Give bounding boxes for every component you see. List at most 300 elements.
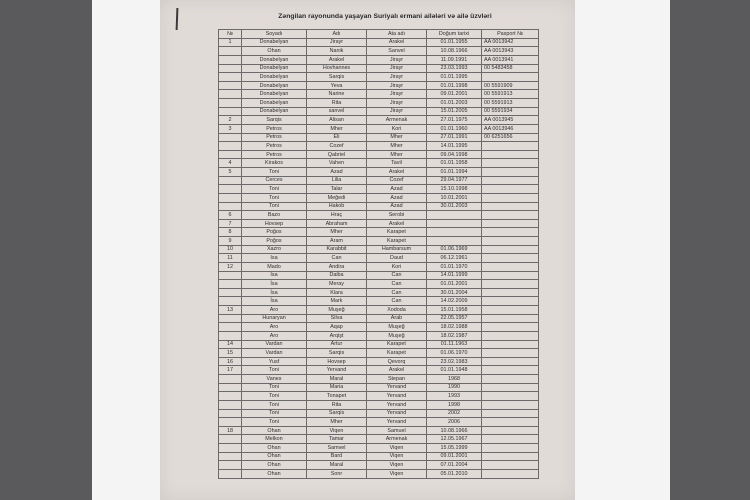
cell-father-name: Viqen xyxy=(367,452,427,461)
cell-father-name: Stepan xyxy=(367,375,427,384)
cell-first-name: Lilia xyxy=(307,176,367,185)
cell-first-name: Maral xyxy=(307,461,367,470)
cell-row-number xyxy=(219,418,242,427)
cell-passport-number xyxy=(482,314,539,323)
cell-surname: Ohan xyxy=(242,426,307,435)
cell-birth-date: 01.01.2001 xyxy=(427,280,482,289)
cell-birth-date: 15.01.2005 xyxy=(427,107,482,116)
cell-row-number xyxy=(219,81,242,90)
cell-passport-number xyxy=(482,245,539,254)
cell-first-name: Arqişt xyxy=(307,331,367,340)
cell-surname: Ohan xyxy=(242,444,307,453)
cell-first-name: Nanik xyxy=(307,47,367,56)
cell-row-number: 15 xyxy=(219,349,242,358)
cell-birth-date: 01.01.1995 xyxy=(427,73,482,82)
cell-passport-number xyxy=(482,185,539,194)
cell-row-number: 3 xyxy=(219,124,242,133)
cell-first-name: Meray xyxy=(307,280,367,289)
cell-passport-number xyxy=(482,366,539,375)
cell-surname: Donabelyan xyxy=(242,55,307,64)
cell-birth-date: 01.01.1948 xyxy=(427,366,482,375)
cell-father-name: Jirayr xyxy=(367,81,427,90)
cell-birth-date: 14.01.1999 xyxy=(427,271,482,280)
table-row xyxy=(219,426,539,435)
table-row xyxy=(219,469,539,478)
table-row xyxy=(219,314,539,323)
cell-birth-date: 01.06.1969 xyxy=(427,245,482,254)
cell-first-name: Klara xyxy=(307,288,367,297)
cell-father-name: Tavil xyxy=(367,159,427,168)
cell-row-number: 9 xyxy=(219,237,242,246)
table-row xyxy=(219,400,539,409)
cell-row-number: 12 xyxy=(219,262,242,271)
cell-surname: Donabelyan xyxy=(242,38,307,47)
cell-birth-date: 01.06.1970 xyxy=(427,349,482,358)
cell-passport-number xyxy=(482,288,539,297)
cell-surname: Mado xyxy=(242,262,307,271)
cell-birth-date: 30.01.2004 xyxy=(427,288,482,297)
cell-first-name: Artur xyxy=(307,340,367,349)
cell-surname: Ohan xyxy=(242,469,307,478)
cell-father-name: Yervand xyxy=(367,392,427,401)
cell-passport-number xyxy=(482,150,539,159)
cell-surname: Toni xyxy=(242,193,307,202)
cell-row-number xyxy=(219,461,242,470)
cell-surname: Vanes xyxy=(242,375,307,384)
cell-first-name: Sarqis xyxy=(307,349,367,358)
cell-row-number: 14 xyxy=(219,340,242,349)
table-row xyxy=(219,124,539,133)
cell-passport-number xyxy=(482,383,539,392)
cell-passport-number xyxy=(482,323,539,332)
cell-father-name: Arab xyxy=(367,314,427,323)
cell-birth-date: 01.01.1955 xyxy=(427,38,482,47)
cell-row-number: 18 xyxy=(219,426,242,435)
cell-first-name: Can xyxy=(307,254,367,263)
cell-passport-number: 00 5483458 xyxy=(482,64,539,73)
cell-surname: Donabelyan xyxy=(242,73,307,82)
cell-surname: Donabelyan xyxy=(242,107,307,116)
cell-surname: Petros xyxy=(242,124,307,133)
cell-surname: Poğos xyxy=(242,228,307,237)
cell-row-number: 17 xyxy=(219,366,242,375)
cell-surname: Toni xyxy=(242,383,307,392)
cell-father-name: Muşeğ xyxy=(367,323,427,332)
cell-father-name: Armenak xyxy=(367,116,427,125)
cell-passport-number: AA 0013946 xyxy=(482,124,539,133)
cell-birth-date: 1968 xyxy=(427,375,482,384)
cell-surname: Vardan xyxy=(242,349,307,358)
table-row xyxy=(219,142,539,151)
table-row xyxy=(219,288,539,297)
cell-row-number: 2 xyxy=(219,116,242,125)
cell-birth-date: 15.05.1999 xyxy=(427,444,482,453)
cell-surname: Sarqis xyxy=(242,116,307,125)
table-row xyxy=(219,452,539,461)
cell-passport-number xyxy=(482,469,539,478)
cell-surname: Petros xyxy=(242,133,307,142)
table-row xyxy=(219,349,539,358)
cell-surname: Vardan xyxy=(242,340,307,349)
cell-passport-number: AA 0013943 xyxy=(482,47,539,56)
cell-row-number xyxy=(219,280,242,289)
cell-father-name: Can xyxy=(367,280,427,289)
cell-surname: Petros xyxy=(242,142,307,151)
cell-birth-date: 01.11.1963 xyxy=(427,340,482,349)
cell-birth-date: 05.01.2010 xyxy=(427,469,482,478)
cell-first-name: Yervand xyxy=(307,366,367,375)
cell-father-name: Mher xyxy=(367,150,427,159)
cell-first-name: Maral xyxy=(307,375,367,384)
table-row xyxy=(219,38,539,47)
cell-row-number xyxy=(219,90,242,99)
table-row xyxy=(219,306,539,315)
cell-first-name: Mark xyxy=(307,297,367,306)
cell-birth-date: 1998 xyxy=(427,400,482,409)
cell-surname: İsa xyxy=(242,297,307,306)
cell-row-number xyxy=(219,444,242,453)
cell-birth-date: 27.01.1991 xyxy=(427,133,482,142)
cell-passport-number xyxy=(482,271,539,280)
cell-first-name: Abraham xyxy=(307,219,367,228)
cell-surname: Hovsep xyxy=(242,219,307,228)
cell-birth-date: 12.05.1967 xyxy=(427,435,482,444)
cell-first-name: Arakel xyxy=(307,55,367,64)
cell-surname: Toni xyxy=(242,418,307,427)
cell-father-name: Viqen xyxy=(367,469,427,478)
cell-father-name: Jirayr xyxy=(367,99,427,108)
table-row xyxy=(219,107,539,116)
cell-first-name: Aram xyxy=(307,237,367,246)
cell-first-name: Maria xyxy=(307,383,367,392)
cell-passport-number xyxy=(482,340,539,349)
cell-row-number xyxy=(219,185,242,194)
cell-surname: Melkon xyxy=(242,435,307,444)
cell-father-name: Mher xyxy=(367,133,427,142)
table-row xyxy=(219,375,539,384)
table-row xyxy=(219,159,539,168)
cell-birth-date: 18.02.1988 xyxy=(427,323,482,332)
cell-row-number xyxy=(219,176,242,185)
cell-birth-date: 14.02.2009 xyxy=(427,297,482,306)
cell-passport-number xyxy=(482,254,539,263)
cell-birth-date: 01.01.2003 xyxy=(427,99,482,108)
table-row xyxy=(219,323,539,332)
cell-passport-number xyxy=(482,219,539,228)
cell-passport-number xyxy=(482,237,539,246)
cell-father-name: Can xyxy=(367,288,427,297)
table-row xyxy=(219,168,539,177)
cell-birth-date: 09.01.2001 xyxy=(427,452,482,461)
table-row xyxy=(219,99,539,108)
cell-first-name: Tamar xyxy=(307,435,367,444)
cell-passport-number xyxy=(482,306,539,315)
cell-first-name: Yeva xyxy=(307,81,367,90)
cell-passport-number xyxy=(482,228,539,237)
cell-passport-number xyxy=(482,280,539,289)
cell-father-name: Viqen xyxy=(367,461,427,470)
table-row xyxy=(219,73,539,82)
cell-surname: Cerces xyxy=(242,176,307,185)
cell-surname: Toni xyxy=(242,185,307,194)
cell-birth-date: 27.01.1975 xyxy=(427,116,482,125)
cell-father-name: Kori xyxy=(367,124,427,133)
cell-passport-number xyxy=(482,426,539,435)
cell-row-number xyxy=(219,297,242,306)
cell-row-number: 5 xyxy=(219,168,242,177)
cell-row-number: 10 xyxy=(219,245,242,254)
cell-row-number xyxy=(219,383,242,392)
cell-birth-date: 06.12.1961 xyxy=(427,254,482,263)
cell-first-name: Vahen xyxy=(307,159,367,168)
cell-birth-date: 10.08.1966 xyxy=(427,47,482,56)
cell-passport-number xyxy=(482,444,539,453)
cell-passport-number xyxy=(482,409,539,418)
cell-father-name: Jirayr xyxy=(367,90,427,99)
cell-passport-number xyxy=(482,461,539,470)
cell-surname: Ohan xyxy=(242,452,307,461)
cell-first-name: Mher xyxy=(307,228,367,237)
cell-first-name: Hovsep xyxy=(307,357,367,366)
cell-passport-number: AA 0013942 xyxy=(482,38,539,47)
cell-surname: Aro xyxy=(242,323,307,332)
cell-row-number: 1 xyxy=(219,38,242,47)
cell-surname: İsa xyxy=(242,271,307,280)
cell-row-number: 13 xyxy=(219,306,242,315)
cell-birth-date: 09.04.1998 xyxy=(427,150,482,159)
table-row xyxy=(219,90,539,99)
cell-father-name: Azad xyxy=(367,202,427,211)
registry-table xyxy=(218,29,539,479)
cell-birth-date: 1993 xyxy=(427,392,482,401)
cell-father-name: Samuel xyxy=(367,426,427,435)
cell-row-number xyxy=(219,435,242,444)
cell-birth-date: 2002 xyxy=(427,409,482,418)
table-row xyxy=(219,202,539,211)
cell-surname: İsa xyxy=(242,280,307,289)
cell-birth-date: 07.01.2004 xyxy=(427,461,482,470)
cell-first-name: Rita xyxy=(307,400,367,409)
cell-passport-number xyxy=(482,349,539,358)
cell-birth-date: 18.02.1987 xyxy=(427,331,482,340)
cell-father-name: Daud xyxy=(367,254,427,263)
table-row xyxy=(219,262,539,271)
cell-passport-number xyxy=(482,392,539,401)
cell-birth-date: 23.02.1983 xyxy=(427,357,482,366)
cell-surname: Toni xyxy=(242,168,307,177)
cell-father-name: Yervand xyxy=(367,400,427,409)
cell-surname: Toni xyxy=(242,392,307,401)
cell-first-name: Mher xyxy=(307,124,367,133)
cell-passport-number xyxy=(482,262,539,271)
column-header-first-name: Adı xyxy=(307,30,367,39)
cell-father-name: Armenak xyxy=(367,435,427,444)
cell-row-number xyxy=(219,400,242,409)
cell-first-name: Sarqis xyxy=(307,73,367,82)
cell-first-name: Bard xyxy=(307,452,367,461)
cell-first-name: Talar xyxy=(307,185,367,194)
cell-row-number xyxy=(219,288,242,297)
cell-surname: Hunaryan xyxy=(242,314,307,323)
table-row xyxy=(219,219,539,228)
cell-father-name: Arakel xyxy=(367,168,427,177)
cell-father-name: Serobi xyxy=(367,211,427,220)
cell-first-name: Muşeğ xyxy=(307,306,367,315)
document-title: Zəngilan rayonunda yaşayan Suriyalı ermani ailələri və ailə üzvləri xyxy=(278,13,492,20)
table-row xyxy=(219,409,539,418)
cell-passport-number xyxy=(482,142,539,151)
table-row xyxy=(219,280,539,289)
cell-first-name: Silva xyxy=(307,314,367,323)
cell-father-name: Karapet xyxy=(367,237,427,246)
cell-first-name: Jirayr xyxy=(307,38,367,47)
table-row xyxy=(219,133,539,142)
cell-first-name: Hraç xyxy=(307,211,367,220)
cell-birth-date: 15.10.1998 xyxy=(427,185,482,194)
cell-row-number xyxy=(219,193,242,202)
cell-surname: Toni xyxy=(242,409,307,418)
table-row xyxy=(219,116,539,125)
cell-passport-number: 00 5591934 xyxy=(482,107,539,116)
cell-first-name: Mher xyxy=(307,418,367,427)
cell-row-number xyxy=(219,73,242,82)
cell-birth-date xyxy=(427,211,482,220)
cell-birth-date: 01.01.1958 xyxy=(427,159,482,168)
column-header-surname: Soyadı xyxy=(242,30,307,39)
cell-surname: Donabelyan xyxy=(242,64,307,73)
cell-row-number xyxy=(219,409,242,418)
cell-father-name: Jirayr xyxy=(367,107,427,116)
cell-father-name: Arakel xyxy=(367,38,427,47)
cell-passport-number xyxy=(482,168,539,177)
cell-passport-number xyxy=(482,159,539,168)
cell-father-name: Muşeğ xyxy=(367,331,427,340)
cell-father-name: Azad xyxy=(367,185,427,194)
cell-passport-number: 00 5591909 xyxy=(482,81,539,90)
table-row xyxy=(219,418,539,427)
table-row xyxy=(219,185,539,194)
cell-row-number: 6 xyxy=(219,211,242,220)
cell-father-name: Jirayr xyxy=(367,55,427,64)
cell-surname: Ohan xyxy=(242,461,307,470)
cell-surname: Bazo xyxy=(242,211,307,220)
cell-surname: Xazro xyxy=(242,245,307,254)
cell-passport-number: 00 6251656 xyxy=(482,133,539,142)
table-row xyxy=(219,357,539,366)
cell-father-name: Yervand xyxy=(367,418,427,427)
table-row xyxy=(219,340,539,349)
cell-father-name: Hambarsum xyxy=(367,245,427,254)
cell-father-name: Yervand xyxy=(367,409,427,418)
cell-row-number xyxy=(219,323,242,332)
cell-passport-number xyxy=(482,435,539,444)
cell-father-name: Karapet xyxy=(367,340,427,349)
cell-passport-number xyxy=(482,357,539,366)
table-row xyxy=(219,81,539,90)
cell-passport-number xyxy=(482,211,539,220)
cell-father-name: Can xyxy=(367,271,427,280)
cell-row-number xyxy=(219,55,242,64)
table-row xyxy=(219,228,539,237)
cell-row-number: 8 xyxy=(219,228,242,237)
cell-first-name: Meğedi xyxy=(307,193,367,202)
table-row xyxy=(219,150,539,159)
cell-first-name: Eli xyxy=(307,133,367,142)
cell-birth-date: 01.01.1994 xyxy=(427,168,482,177)
cell-surname: Toni xyxy=(242,366,307,375)
table-row xyxy=(219,254,539,263)
table-row xyxy=(219,297,539,306)
cell-row-number xyxy=(219,392,242,401)
table-row xyxy=(219,383,539,392)
cell-surname: Toni xyxy=(242,400,307,409)
table-body xyxy=(219,38,539,478)
table-row xyxy=(219,193,539,202)
cell-surname: Aro xyxy=(242,331,307,340)
cell-first-name: Karabbit xyxy=(307,245,367,254)
cell-birth-date: 30.01.2003 xyxy=(427,202,482,211)
cell-passport-number xyxy=(482,73,539,82)
cell-passport-number xyxy=(482,452,539,461)
table-row xyxy=(219,245,539,254)
cell-birth-date: 10.08.1966 xyxy=(427,426,482,435)
table-row xyxy=(219,55,539,64)
cell-passport-number xyxy=(482,400,539,409)
cell-birth-date: 1990 xyxy=(427,383,482,392)
cell-first-name: Andira xyxy=(307,262,367,271)
cell-passport-number xyxy=(482,193,539,202)
cell-first-name: sanvel xyxy=(307,107,367,116)
cell-first-name: Rita xyxy=(307,99,367,108)
cell-row-number xyxy=(219,47,242,56)
cell-passport-number xyxy=(482,418,539,427)
cell-birth-date: 2006 xyxy=(427,418,482,427)
cell-first-name: Hakob xyxy=(307,202,367,211)
cell-row-number: 7 xyxy=(219,219,242,228)
cell-row-number xyxy=(219,314,242,323)
cell-birth-date: 14.01.1995 xyxy=(427,142,482,151)
table-row xyxy=(219,64,539,73)
cell-surname: Isa xyxy=(242,254,307,263)
cell-first-name: Qabriel xyxy=(307,150,367,159)
cell-first-name: Narine xyxy=(307,90,367,99)
cell-row-number: 4 xyxy=(219,159,242,168)
cell-father-name: Jirayr xyxy=(367,73,427,82)
cell-first-name: Daiba xyxy=(307,271,367,280)
cell-row-number xyxy=(219,469,242,478)
table-row xyxy=(219,366,539,375)
cell-birth-date: 01.01.1960 xyxy=(427,124,482,133)
cell-first-name: Azad xyxy=(307,168,367,177)
cell-father-name: Xododa xyxy=(367,306,427,315)
cell-surname: Kirakos xyxy=(242,159,307,168)
cell-row-number xyxy=(219,99,242,108)
cell-birth-date: 09.01.2001 xyxy=(427,90,482,99)
cell-father-name: Yervand xyxy=(367,383,427,392)
cell-father-name: Can xyxy=(367,297,427,306)
cell-surname: Yusf xyxy=(242,357,307,366)
column-header-passport-number: Pasport № xyxy=(482,30,539,39)
cell-row-number xyxy=(219,150,242,159)
cell-row-number xyxy=(219,271,242,280)
cell-row-number xyxy=(219,375,242,384)
cell-surname: Poğos xyxy=(242,237,307,246)
cell-surname: Ohan xyxy=(242,47,307,56)
cell-first-name: Aqap xyxy=(307,323,367,332)
cell-father-name: Mher xyxy=(367,142,427,151)
cell-father-name: Karapet xyxy=(367,228,427,237)
cell-first-name: Cozef xyxy=(307,142,367,151)
